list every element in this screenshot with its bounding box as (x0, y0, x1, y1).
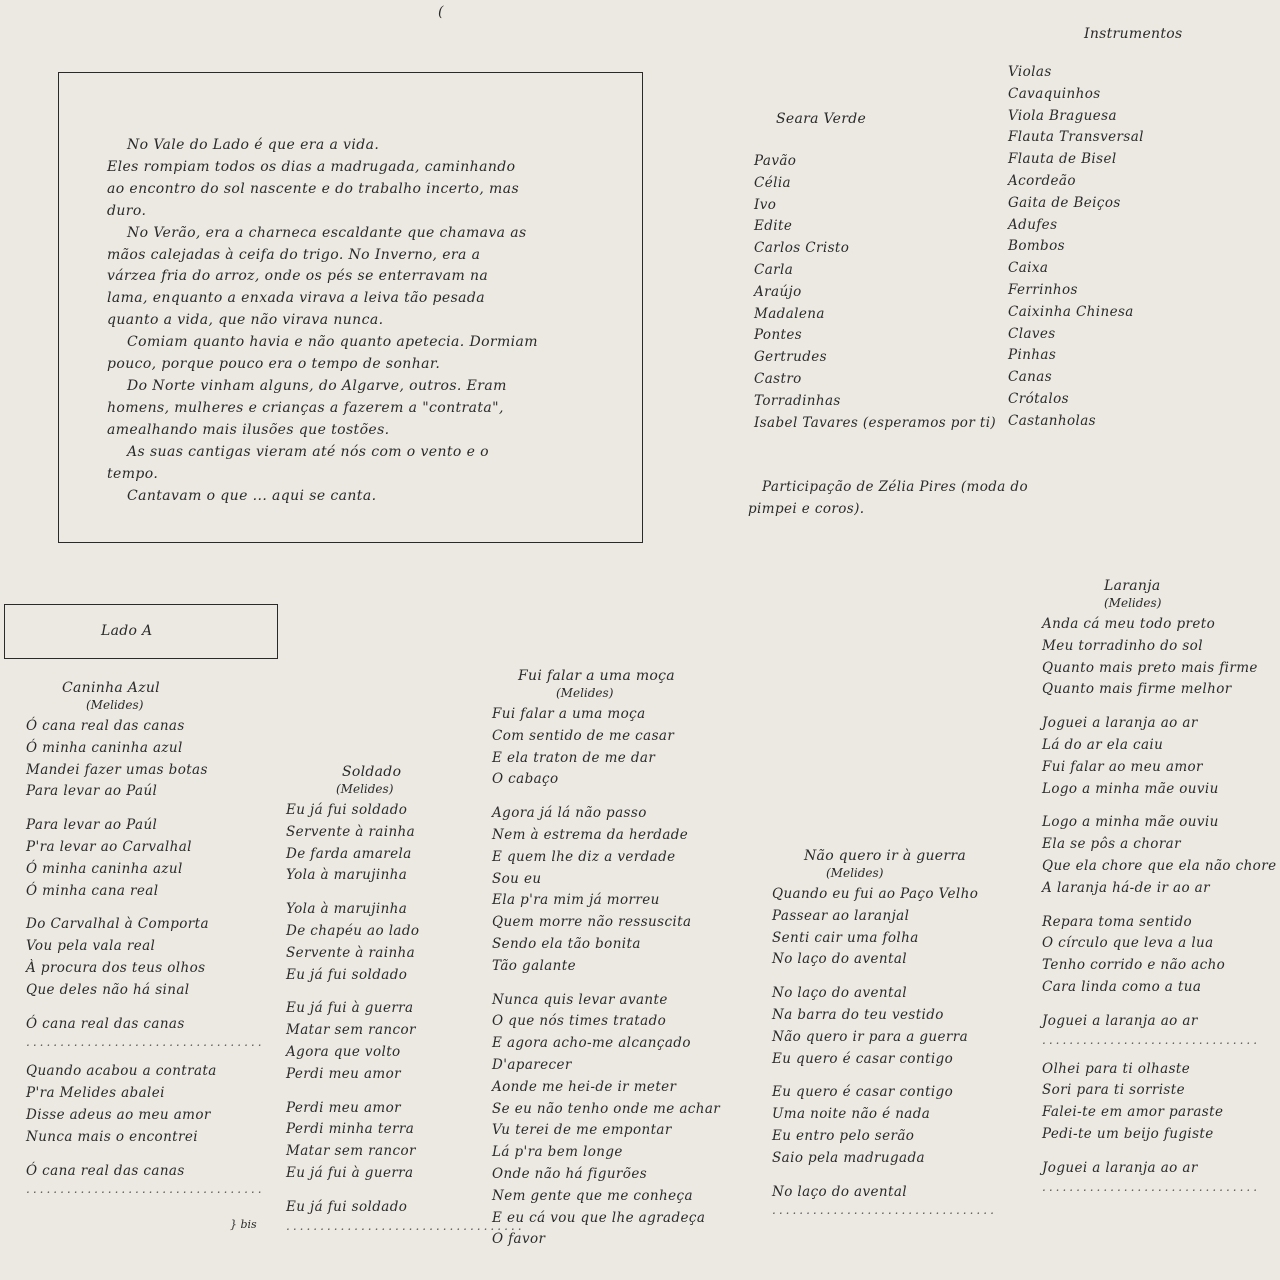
lyric-line: Lá do ar ela caiu (1042, 736, 1164, 753)
lyric-line: Logo a minha mãe ouviu (1042, 814, 1219, 831)
lyric-line: Olhei para ti olhaste (1042, 1060, 1191, 1077)
lyric-line: Disse adeus ao meu amor (26, 1106, 211, 1123)
dotted-separator: ................................... (26, 1182, 265, 1197)
member-name: Pontes (754, 327, 803, 344)
instrument-name: Ferrinhos (1008, 281, 1078, 298)
lyric-line: Vu terei de me empontar (492, 1122, 672, 1139)
page-mark: ( (438, 4, 444, 20)
intro-line: duro. (107, 202, 147, 219)
side-label: Lado A (101, 623, 153, 639)
stanza (26, 1061, 265, 1148)
lyric-line: Eu entro pelo serão (772, 1127, 915, 1144)
instrument-name: Gaita de Beiços (1008, 194, 1121, 211)
lyric-line: P'ra Melides abalei (26, 1085, 165, 1102)
lyric-line: Falei-te em amor paraste (1042, 1104, 1224, 1121)
instrument-name: Violas (1008, 64, 1052, 80)
song-origin: (Melides) (1104, 596, 1162, 610)
instrument-name: Cavaquinhos (1008, 85, 1101, 102)
instrument-name: Caixa (1008, 260, 1049, 277)
song-stanzas (772, 884, 997, 1217)
dotted-separator: ................................. (772, 1203, 997, 1218)
stanza (492, 803, 720, 977)
intro-line: Do Norte vinham alguns, do Algarve, outros. Eram (127, 377, 507, 394)
stanza (772, 884, 997, 971)
lyric-line: De farda amarela (286, 845, 412, 862)
lyric-line: Ó minha cana real (26, 882, 159, 899)
stanza (286, 899, 525, 986)
lyric-line: D'aparecer (492, 1056, 572, 1073)
song-origin: (Melides) (336, 782, 394, 796)
lyric-line: Ela se pôs a chorar (1042, 836, 1181, 853)
dotted-separator: ................................... (286, 1218, 525, 1233)
song-stanzas (26, 716, 265, 1196)
lyric-line: Perdi meu amor (286, 1065, 401, 1082)
stanza (26, 1014, 265, 1036)
stanza (1042, 812, 1276, 899)
instrument-name: Flauta Transversal (1008, 129, 1144, 146)
lyric-line: Quem morre não ressuscita (492, 914, 692, 931)
song-title: Caninha Azul (62, 680, 160, 696)
song-title: Laranja (1104, 578, 1161, 594)
song-caninha-azul (26, 680, 265, 1196)
instrument-name: Crótalos (1008, 390, 1069, 407)
lyric-line: O cabaço (492, 771, 559, 788)
lyric-line: Para levar ao Paúl (26, 783, 158, 800)
lyric-line: Eu já fui à guerra (286, 1164, 414, 1181)
lyric-line: E agora acho-me alcançado (492, 1035, 691, 1052)
lyric-line: Ó minha caninha azul (26, 739, 183, 756)
lyric-line: Joguei a laranja ao ar (1042, 1012, 1198, 1029)
intro-line: várzea fria do arroz, onde os pés se enterravam na (107, 268, 489, 285)
member-name: Pavão (754, 153, 797, 169)
lyric-line: Yola à marujinha (286, 867, 408, 884)
lyric-line: Meu torradinho do sol (1042, 637, 1203, 654)
instrument-name: Viola Braguesa (1008, 107, 1117, 124)
stanza (1042, 912, 1276, 999)
stanza (26, 716, 265, 803)
lyric-line: Sou eu (492, 870, 542, 887)
song-laranja (1042, 578, 1276, 1194)
stanza (772, 983, 997, 1070)
instrument-list (1008, 62, 1144, 433)
intro-line: lama, enquanto a enxada virava a leiva tão pesada (107, 290, 486, 307)
participation-line: Participação de Zélia Pires (moda do (762, 479, 1028, 495)
instrument-name: Flauta de Bisel (1008, 151, 1117, 168)
intro-line: quanto a vida, que não virava nunca. (107, 312, 384, 329)
lyric-line: Quando acabou a contrata (26, 1063, 217, 1080)
instruments-title: Instrumentos (1084, 26, 1183, 42)
stanza (26, 914, 265, 1001)
lyric-line: Servente à rainha (286, 823, 416, 840)
lyric-line: Aonde me hei-de ir meter (492, 1078, 677, 1095)
lyric-line: Yola à marujinha (286, 901, 408, 918)
stanza (286, 998, 525, 1085)
lyric-line: Para levar ao Paúl (26, 817, 158, 834)
lyric-line: Fui falar a uma moça (492, 706, 646, 722)
stanza (26, 815, 265, 902)
lyric-line: Mandei fazer umas botas (26, 761, 208, 778)
instrument-name: Adufes (1008, 216, 1058, 233)
dotted-separator: ................................... (26, 1035, 265, 1050)
stanza (1042, 1158, 1276, 1180)
stanza (1042, 713, 1276, 800)
intro-line: As suas cantigas vieram até nós com o vento e o (127, 443, 489, 460)
lyric-line: Saio pela madrugada (772, 1149, 925, 1166)
instrument-name: Caixinha Chinesa (1008, 303, 1134, 320)
lyric-line: No laço do avental (772, 951, 907, 968)
lyric-line: Com sentido de me casar (492, 727, 675, 744)
lyric-line: Ela p'ra mim já morreu (492, 892, 660, 909)
stanza (286, 1098, 525, 1185)
instrument-name: Pinhas (1008, 347, 1057, 364)
lyric-line: Lá p'ra bem longe (492, 1144, 623, 1161)
member-name: Carla (754, 261, 794, 278)
intro-text (107, 135, 538, 507)
stanza (286, 1197, 525, 1219)
stanza (492, 704, 720, 791)
member-list (754, 151, 996, 434)
intro-line: Comiam quanto havia e não quanto apetecia. Dormiam (127, 334, 538, 351)
lyric-line: Senti cair uma folha (772, 929, 919, 946)
lyric-line: Tão galante (492, 957, 576, 974)
lyric-line: Matar sem rancor (286, 1022, 416, 1039)
lyric-line: Servente à rainha (286, 944, 416, 961)
lyric-line: Nem gente que me conheça (492, 1187, 693, 1204)
instrument-name: Castanholas (1008, 412, 1096, 429)
lyric-line: Ó cana real das canas (26, 1162, 185, 1179)
member-name: Gertrudes (754, 349, 827, 366)
lyric-line: Ó minha caninha azul (26, 860, 183, 877)
lyric-line: Que ela chore que ela não chore (1042, 857, 1277, 874)
intro-line: tempo. (107, 465, 159, 482)
song-stanzas (286, 800, 525, 1233)
intro-line: Eles rompiam todos os dias a madrugada, caminhando (107, 158, 516, 175)
lyric-line: Anda cá meu todo preto (1042, 616, 1216, 632)
member-name: Carlos Cristo (754, 240, 850, 257)
intro-line: ao encontro do sol nascente e do trabalho incerto, mas (107, 180, 520, 197)
lyric-line: Nem à estrema da herdade (492, 826, 689, 843)
lyric-line: No laço do avental (772, 985, 907, 1002)
lyric-line: Eu já fui soldado (286, 1198, 408, 1215)
intro-line: pouco, porque pouco era o tempo de sonhar. (107, 356, 441, 373)
song-soldado (286, 764, 525, 1233)
song-title: Fui falar a uma moça (518, 668, 675, 684)
lyric-line: Passear ao laranjal (772, 907, 910, 924)
lyric-line: P'ra levar ao Carvalhal (26, 838, 192, 855)
lyric-line: Eu já fui soldado (286, 802, 408, 818)
song-nao-quero (772, 848, 997, 1217)
lyric-line: No laço do avental (772, 1183, 907, 1200)
participation-note (748, 477, 1028, 521)
lyric-line: Quanto mais preto mais firme (1042, 659, 1258, 676)
intro-box (58, 72, 643, 543)
dotted-separator: ................................ (1042, 1179, 1261, 1194)
member-name: Célia (754, 174, 792, 191)
lyric-line: De chapéu ao lado (286, 922, 420, 939)
stanza (286, 800, 525, 887)
lyric-line: Não quero ir para a guerra (772, 1028, 969, 1045)
member-name: Edite (754, 218, 793, 235)
member-name: Madalena (754, 305, 825, 322)
lyric-line: Eu quero é casar contigo (772, 1050, 954, 1067)
song-title: Soldado (342, 764, 402, 780)
lyric-line: Sendo ela tão bonita (492, 935, 641, 952)
lyric-line: Agora já lá não passo (492, 805, 647, 822)
lyric-line: Do Carvalhal à Comporta (26, 916, 209, 933)
intro-line: homens, mulheres e crianças a fazerem a "contrata", (107, 399, 504, 416)
lyric-line: Onde não há figurões (492, 1165, 648, 1182)
side-label-box (4, 604, 278, 659)
lyric-line: Tenho corrido e não acho (1042, 957, 1226, 974)
song-title: Não quero ir à guerra (804, 848, 967, 864)
stanza (772, 1082, 997, 1169)
dotted-separator: ................................ (1042, 1032, 1261, 1047)
bis-label: bis (240, 1218, 257, 1231)
member-name: Torradinhas (754, 392, 841, 409)
instrument-name: Claves (1008, 325, 1056, 342)
lyric-line: Que deles não há sinal (26, 981, 190, 998)
group-name: Seara Verde (776, 111, 867, 127)
lyric-line: Perdi minha terra (286, 1121, 415, 1138)
instrument-name: Acordeão (1008, 172, 1076, 189)
lyric-line: Sori para ti sorriste (1042, 1082, 1185, 1099)
intro-line: amealhando mais ilusões que tostões. (107, 421, 390, 438)
lyric-line: Joguei a laranja ao ar (1042, 715, 1198, 732)
lyric-line: Quando eu fui ao Paço Velho (772, 886, 979, 902)
lyric-line: Eu quero é casar contigo (772, 1084, 954, 1101)
song-fui-falar (492, 668, 720, 1251)
member-name: Castro (754, 370, 802, 387)
lyric-line: Nunca quis levar avante (492, 991, 668, 1008)
lyric-line: O favor (492, 1231, 546, 1248)
instrument-name: Canas (1008, 369, 1053, 386)
lyric-line: E eu cá vou que lhe agradeça (492, 1209, 706, 1226)
lyric-line: Logo a minha mãe ouviu (1042, 780, 1219, 797)
bis-mark: } bis (230, 1218, 257, 1231)
lyric-line: A laranja há-de ir ao ar (1042, 879, 1210, 896)
song-stanzas (1042, 614, 1276, 1194)
lyric-line: Uma noite não é nada (772, 1106, 931, 1123)
lyric-line: Nunca mais o encontrei (26, 1128, 198, 1145)
lyric-line: Se eu não tenho onde me achar (492, 1100, 721, 1117)
intro-line: No Verão, era a charneca escaldante que chamava as (127, 224, 527, 241)
lyric-line: Perdi meu amor (286, 1099, 401, 1116)
stanza (492, 990, 720, 1252)
lyric-line: E quem lhe diz a verdade (492, 848, 676, 865)
lyric-line: Matar sem rancor (286, 1143, 416, 1160)
stanza (1042, 1011, 1276, 1033)
song-origin: (Melides) (86, 698, 144, 712)
member-name: Araújo (754, 283, 802, 300)
song-origin: (Melides) (826, 866, 884, 880)
song-stanzas (492, 704, 720, 1251)
lyric-line: Pedi-te um beijo fugiste (1042, 1125, 1214, 1142)
lyric-line: Fui falar ao meu amor (1042, 758, 1203, 775)
lyric-line: Quanto mais firme melhor (1042, 681, 1232, 698)
instrument-name: Bombos (1008, 238, 1065, 255)
lyric-line: Eu já fui à guerra (286, 1000, 414, 1017)
lyric-line: Na barra do teu vestido (772, 1006, 944, 1023)
stanza (1042, 614, 1276, 701)
lyric-line: Eu já fui soldado (286, 966, 408, 983)
lyric-line: Agora que volto (286, 1043, 401, 1060)
member-name: Isabel Tavares (esperamos por ti) (754, 414, 997, 431)
member-name: Ivo (754, 196, 777, 213)
lyric-line: O que nós times tratado (492, 1013, 667, 1030)
stanza (772, 1182, 997, 1204)
lyric-line: À procura dos teus olhos (26, 959, 206, 976)
lyric-line: Cara linda como a tua (1042, 978, 1202, 995)
song-origin: (Melides) (556, 686, 614, 700)
lyric-line: Repara toma sentido (1042, 913, 1193, 930)
intro-line: Cantavam o que ... aqui se canta. (127, 487, 377, 504)
intro-line: No Vale do Lado é que era a vida. (127, 137, 380, 153)
lyric-line: Joguei a laranja ao ar (1042, 1159, 1198, 1176)
lyric-line: Ó cana real das canas (26, 1015, 185, 1032)
lyric-line: Ó cana real das canas (26, 718, 185, 734)
intro-line: mãos calejadas à ceifa do trigo. No Inverno, era a (107, 246, 481, 263)
lyric-line: O círculo que leva a lua (1042, 935, 1214, 952)
stanza (1042, 1059, 1276, 1146)
lyric-line: E ela traton de me dar (492, 749, 656, 766)
lyric-line: Vou pela vala real (26, 938, 156, 955)
participation-line: pimpei e coros). (748, 500, 865, 517)
stanza (26, 1161, 265, 1183)
